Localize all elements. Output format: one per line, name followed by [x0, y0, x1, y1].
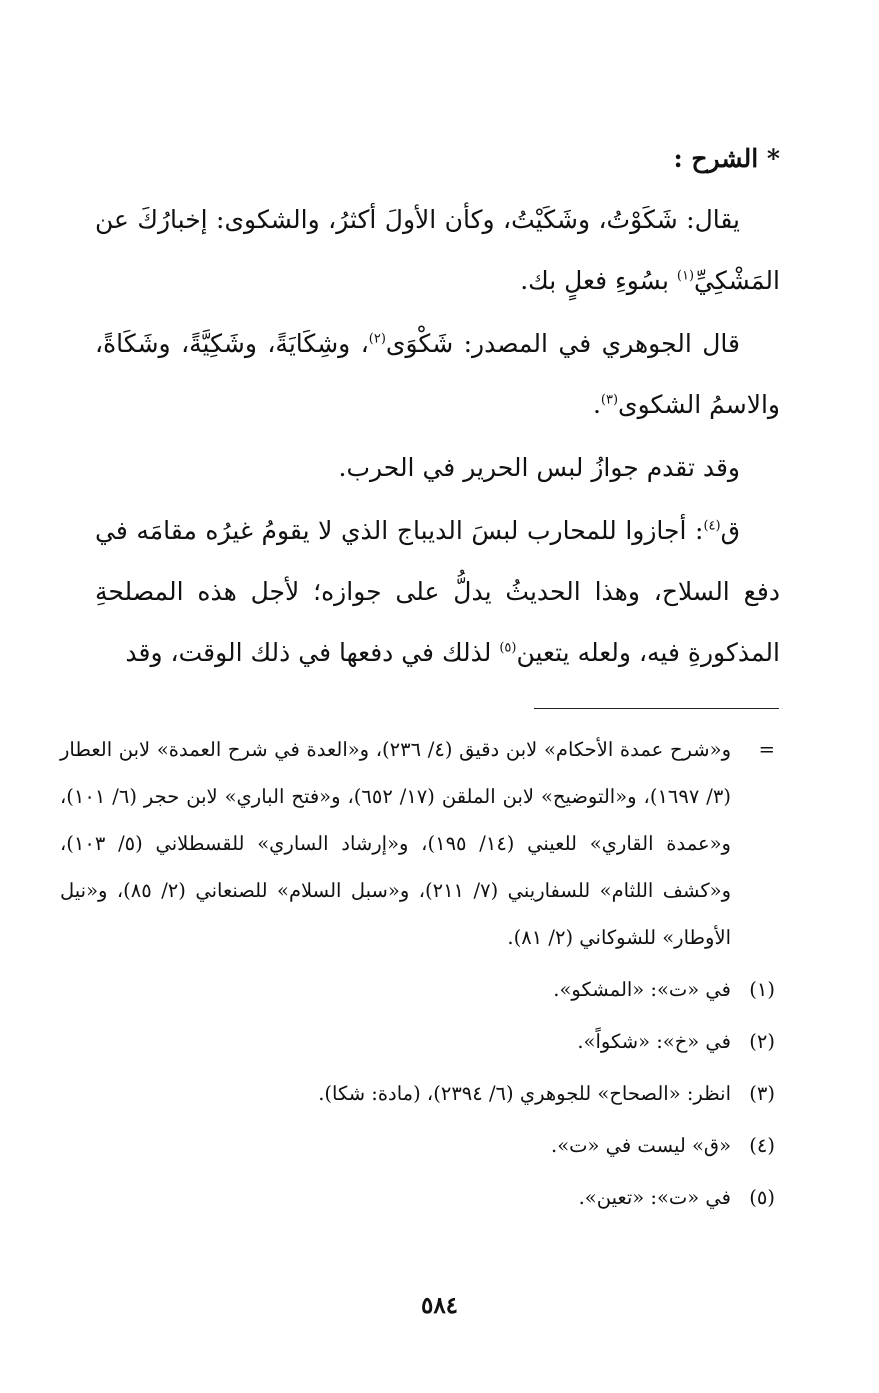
- page-number: ٥٨٤: [420, 1292, 459, 1319]
- footnote-ref-4[interactable]: (٤): [703, 518, 721, 534]
- footnote-ref-5[interactable]: (٥): [499, 640, 517, 656]
- paragraph-2-text-c: .: [592, 390, 601, 419]
- paragraph-4: [95, 500, 780, 683]
- footnote-number-5: (٥): [749, 1186, 775, 1209]
- footnote-ref-2[interactable]: (٢): [368, 331, 386, 347]
- paragraph-2-text-b: ، وشِكَايَةً، وشَكِيَّةً، وشَكَاةً، والاسمُ الشكوى: [95, 329, 780, 419]
- footnote-item-5: [60, 1175, 775, 1221]
- paragraph-4-text-c: لذلك في دفعها في ذلك الوقت، وقد: [125, 638, 500, 667]
- paragraph-3: وقد تقدم جوازُ لبس الحرير في الحرب.: [338, 453, 740, 482]
- main-text: [95, 128, 780, 683]
- paragraph-2-text-a: قال الجوهري في المصدر: شَكْوَى: [385, 329, 740, 358]
- footnote-item-3: [60, 1071, 775, 1117]
- footnote-divider: [534, 708, 779, 709]
- footnote-number-2: (٢): [749, 1030, 775, 1053]
- paragraph-1: [95, 189, 780, 311]
- footnote-item-1: [60, 967, 775, 1013]
- paragraph-1-text-a: يقال: شَكَوْتُ، وشَكَيْتُ، وكأن الأولَ أكثرُ، والشكوى: إخبارُكَ عن المَشْكِيِّ: [95, 205, 780, 295]
- paragraph-4-text-a: ق: [720, 516, 740, 545]
- section-heading: * الشرح :: [673, 144, 780, 173]
- footnote-text-3: انظر: «الصحاح» للجوهري (٦/ ٢٣٩٤)، (مادة: شكا).: [318, 1082, 731, 1105]
- footnote-continuation: [60, 726, 775, 961]
- footnote-text-5: في «ت»: «تعين».: [578, 1186, 731, 1209]
- continuation-marker: =: [758, 738, 775, 761]
- footnote-number-4: (٤): [749, 1134, 775, 1157]
- paragraph-2: [95, 313, 780, 435]
- footnote-text-2: في «خ»: «شكواً».: [577, 1030, 731, 1053]
- footnote-number-1: (١): [749, 978, 775, 1001]
- footnote-ref-1[interactable]: (١): [676, 268, 695, 284]
- footnotes: [60, 726, 775, 1221]
- continuation-text: و«شرح عمدة الأحكام» لابن دقيق (٤/ ٢٣٦)، و«العدة في شرح العمدة» لابن العطار (٣/ ١٦٩٧)، و«التوضيح» لابن الملقن (١٧/ ٦٥٢)، و«فتح الباري» لابن حجر (٦/ ١٠١)، و«عمدة القاري» للعيني (١٤/ ١٩٥)، و«إرشاد الساري» للقسطلاني (٥/ ١٠٣)، و«كشف اللثام» للسفاريني (٧/ ٢١١)، و«سبل السلام» للصنعاني (٢/ ٨٥)، و«نيل الأوطار» للشوكاني (٢/ ٨١).: [60, 738, 731, 949]
- footnote-item-2: [60, 1019, 775, 1065]
- paragraph-1-text-b: بسُوءِ فعلٍ بك.: [520, 266, 677, 295]
- footnote-ref-3[interactable]: (٣): [600, 392, 619, 408]
- footnote-text-1: في «ت»: «المشكو».: [553, 978, 731, 1001]
- footnote-text-4: «ق» ليست في «ت».: [551, 1134, 731, 1157]
- footnote-item-4: [60, 1123, 775, 1169]
- paragraph-4-text-b: : أجازوا للمحارب لبسَ الديباج الذي لا يقومُ غيرُه مقامَه في دفع السلاح، وهذا الحديثُ يدلُّ على جوازه؛ لأجل هذه المصلحةِ المذكورةِ فيه، ولعله يتعين: [95, 516, 780, 667]
- footnote-number-3: (٣): [749, 1082, 775, 1105]
